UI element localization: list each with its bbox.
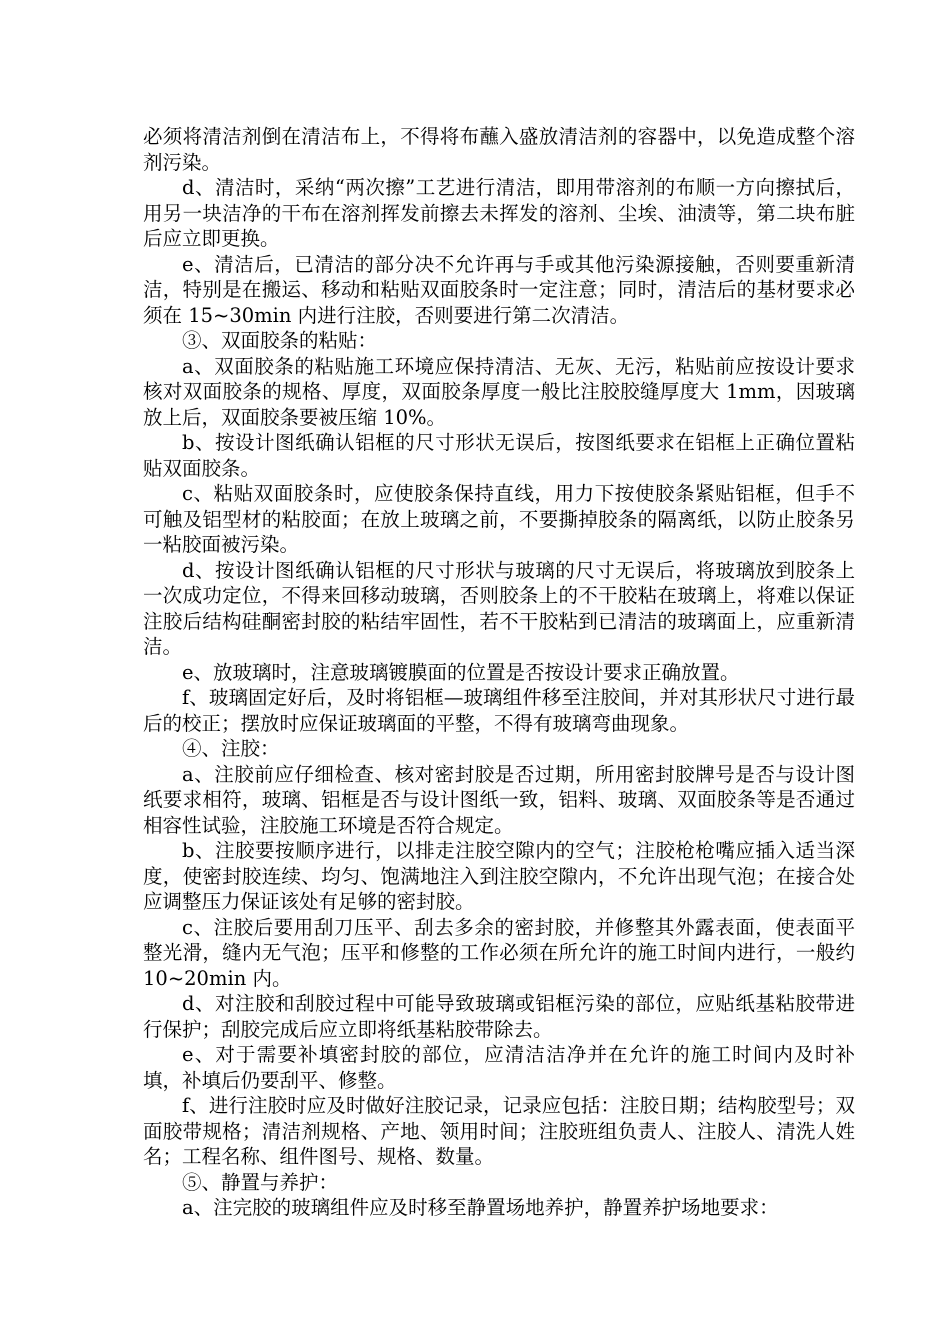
- paragraph: d、清洁时，采纳“两次擦”工艺进行清洁，即用带溶剂的布顺一方向擦拭后，用另一块洁净的干布在溶剂挥发前擦去未挥发的溶剂、尘埃、油渍等，第二块布脏后应立即更换。: [143, 176, 855, 250]
- paragraph: a、双面胶条的粘贴施工环境应保持清洁、无灰、无污，粘贴前应按设计要求核对双面胶条的规格、厚度，双面胶条厚度一般比注胶胶缝厚度大 1mm，因玻璃放上后，双面胶条要被压缩 10%。: [143, 354, 855, 429]
- paragraph: b、按设计图纸确认铝框的尺寸形状无误后，按图纸要求在铝框上正确位置粘贴双面胶条。: [143, 431, 855, 480]
- paragraph: e、放玻璃时，注意玻璃镀膜面的位置是否按设计要求正确放置。: [182, 660, 740, 684]
- document-page: [143, 124, 855, 1221]
- paragraph: f、玻璃固定好后，及时将铝框—玻璃组件移至注胶间，并对其形状尺寸进行最后的校正；摆放时应保证玻璃面的平整，不得有玻璃弯曲现象。: [143, 686, 855, 735]
- paragraph: d、按设计图纸确认铝框的尺寸形状与玻璃的尺寸无误后，将玻璃放到胶条上一次成功定位，不得来回移动玻璃，否则胶条上的不干胶粘在玻璃上，将难以保证注胶后结构硅酮密封胶的粘结牢固性，若不干胶粘到已清洁的玻璃面上，应重新清洁。: [143, 558, 855, 658]
- paragraph: a、注胶前应仔细检查、核对密封胶是否过期，所用密封胶牌号是否与设计图纸要求相符，玻璃、铝框是否与设计图纸一致，铝料、玻璃、双面胶条等是否通过相容性试验，注胶施工环境是否符合规定。: [143, 762, 855, 837]
- paragraph: d、对注胶和刮胶过程中可能导致玻璃或铝框污染的部位，应贴纸基粘胶带进行保护；刮胶完成后应立即将纸基粘胶带除去。: [143, 992, 855, 1041]
- paragraph: f、进行注胶时应及时做好注胶记录，记录应包括：注胶日期；结构胶型号；双面胶带规格；清洁剂规格、产地、领用时间；注胶班组负责人、注胶人、清洗人姓名；工程名称、组件图号、规格、数量。: [143, 1094, 855, 1168]
- paragraph: 必须将清洁剂倒在清洁布上，不得将布蘸入盛放清洁剂的容器中，以免造成整个溶剂污染。: [143, 125, 855, 174]
- paragraph: c、注胶后要用刮刀压平、刮去多余的密封胶，并修整其外露表面，使表面平整光滑，缝内无气泡；压平和修整的工作必须在所允许的施工时间内进行，一般约 10~20min 内。: [143, 915, 855, 990]
- section-heading: ⑤、静置与养护：: [182, 1170, 339, 1194]
- paragraph: c、粘贴双面胶条时，应使胶条保持直线，用力下按使胶条紧贴铝框，但手不可触及铝型材的粘胶面；在放上玻璃之前，不要撕掉胶条的隔离纸，以防止胶条另一粘胶面被污染。: [143, 482, 855, 556]
- section-heading: ③、双面胶条的粘贴：: [182, 329, 378, 352]
- paragraph: e、清洁后，已清洁的部分决不允许再与手或其他污染源接触，否则要重新清洁，特别是在搬运、移动和粘贴双面胶条时一定注意；同时，清洁后的基材要求必须在 15~30min 内进行注胶，否则要进行第二次清洁。: [143, 252, 855, 327]
- paragraph: b、注胶要按顺序进行，以排走注胶空隙内的空气；注胶枪枪嘴应插入适当深度，使密封胶连续、均匀、饱满地注入到注胶空隙内，不允许出现气泡；在接合处应调整压力保证该处有足够的密封胶。: [143, 839, 855, 913]
- section-heading: ④、注胶：: [182, 737, 280, 760]
- paragraph: e、对于需要补填密封胶的部位，应清洁洁净并在允许的施工时间内及时补填，补填后仍要刮平、修整。: [143, 1043, 855, 1092]
- paragraph: a、注完胶的玻璃组件应及时移至静置场地养护，静置养护场地要求：: [182, 1196, 779, 1219]
